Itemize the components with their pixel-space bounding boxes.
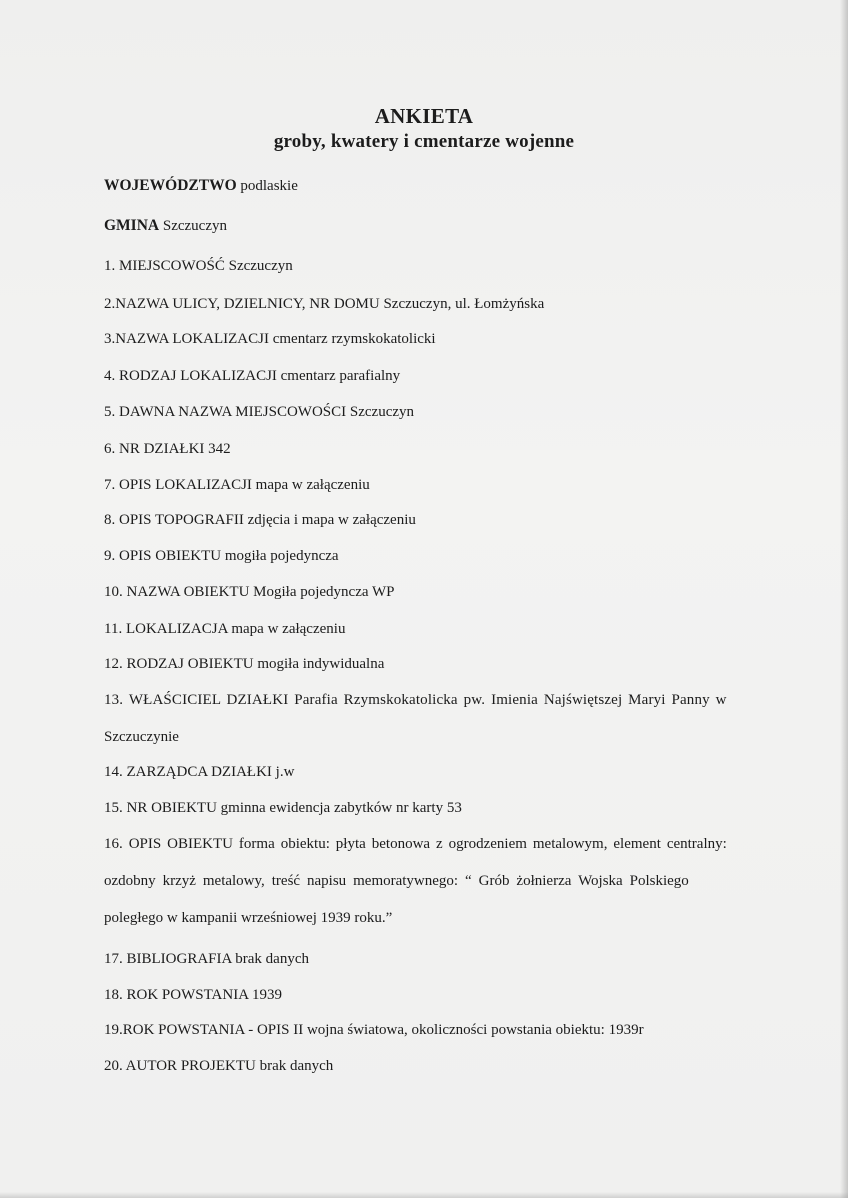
gmina-label: GMINA <box>104 217 160 234</box>
item-3: 3.NAZWA LOKALIZACJI cmentarz rzymskokatolicki <box>104 331 436 347</box>
item-19: 19.ROK POWSTANIA - OPIS II wojna światowa, okoliczności powstania obiektu: 1939r <box>104 1022 644 1038</box>
wojewodztwo-value: podlaskie <box>240 178 298 194</box>
item-17: 17. BIBLIOGRAFIA brak danych <box>104 951 309 967</box>
item-1: 1. MIEJSCOWOŚĆ Szczuczyn <box>104 258 293 274</box>
item-18: 18. ROK POWSTANIA 1939 <box>104 987 282 1003</box>
scan-edge-right <box>840 0 848 1198</box>
document-subtitle: groby, kwatery i cmentarze wojenne <box>273 131 575 152</box>
item-7: 7. OPIS LOKALIZACJI mapa w załączeniu <box>104 477 370 493</box>
item-16-continued-1: ozdobny krzyż metalowy, treść napisu memoratywnego: “ Grób żołnierza Wojska Polskiego <box>104 873 689 889</box>
wojewodztwo-label: WOJEWÓDZTWO <box>104 177 237 194</box>
item-14: 14. ZARZĄDCA DZIAŁKI j.w <box>104 764 295 780</box>
item-10: 10. NAZWA OBIEKTU Mogiła pojedyncza WP <box>104 584 395 600</box>
item-12: 12. RODZAJ OBIEKTU mogiła indywidualna <box>104 656 385 672</box>
item-13: 13. WŁAŚCICIEL DZIAŁKI Parafia Rzymskokatolicka pw. Imienia Najświętszej Maryi Panny w <box>104 692 727 708</box>
item-13-continued: Szczuczynie <box>104 729 179 745</box>
item-11: 11. LOKALIZACJA mapa w załączeniu <box>104 621 346 637</box>
document-title: ANKIETA <box>374 104 474 128</box>
item-8: 8. OPIS TOPOGRAFII zdjęcia i mapa w załączeniu <box>104 512 416 528</box>
field-gmina <box>104 217 227 235</box>
item-16-continued-2: poległego w kampanii wrześniowej 1939 roku.” <box>104 910 393 926</box>
scan-edge-bottom <box>0 1192 848 1198</box>
item-2: 2.NAZWA ULICY, DZIELNICY, NR DOMU Szczuczyn, ul. Łomżyńska <box>104 296 545 312</box>
item-15: 15. NR OBIEKTU gminna ewidencja zabytków nr karty 53 <box>104 800 462 816</box>
item-20: 20. AUTOR PROJEKTU brak danych <box>104 1058 334 1074</box>
item-9: 9. OPIS OBIEKTU mogiła pojedyncza <box>104 548 339 564</box>
item-5: 5. DAWNA NAZWA MIEJSCOWOŚCI Szczuczyn <box>104 404 415 420</box>
item-6: 6. NR DZIAŁKI 342 <box>104 441 231 457</box>
item-16: 16. OPIS OBIEKTU forma obiektu: płyta betonowa z ogrodzeniem metalowym, element centralny: <box>104 836 727 852</box>
item-4: 4. RODZAJ LOKALIZACJI cmentarz parafialny <box>104 368 401 384</box>
field-wojewodztwo <box>104 177 298 195</box>
gmina-value: Szczuczyn <box>162 218 227 234</box>
